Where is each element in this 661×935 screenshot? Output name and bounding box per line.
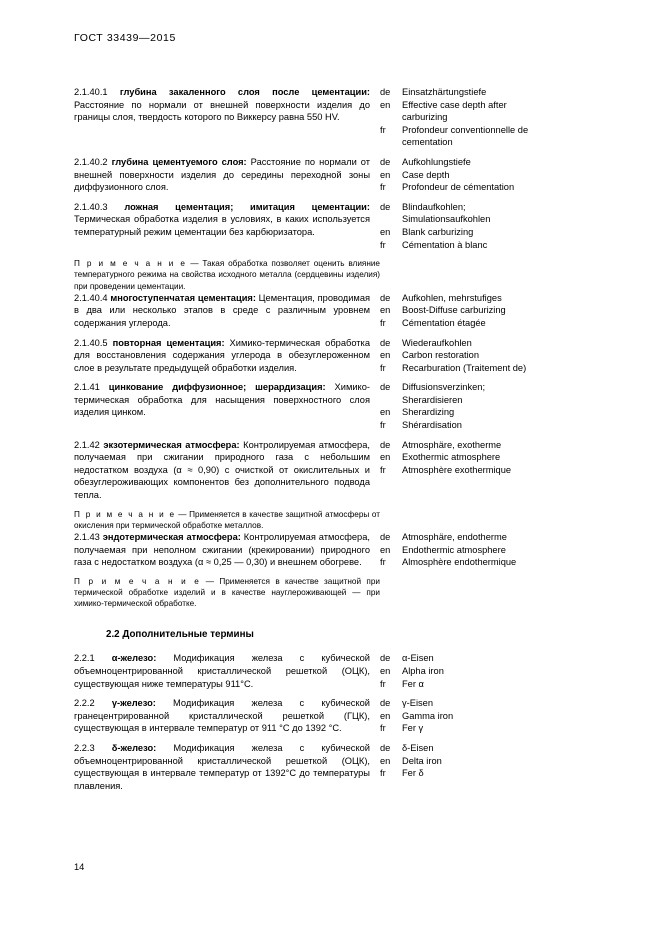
term-number: 2.1.40.2 (74, 156, 112, 167)
translation-line: Cémentation à blanc (402, 239, 488, 250)
term-text: Расстояние по нормали от внешней поверхности изделия до границы слоя, твердость которого по Виккерсу равна 550 HV. (74, 99, 370, 123)
term-text: Цементация, проводимая в два или несколько этапов в среде с различным уровнем содержания углерода. (74, 292, 371, 328)
term-text: Расстояние по нормали от внешней поверхности изделия до середины переходной зоны диффузионного слоя. (74, 156, 370, 193)
term-text: Модификация железа с кубической объемноцентрированной кристаллической решеткой (ОЦК), существующая в интервале температур от 1392°С до температуры плавления. (74, 743, 370, 791)
language-code: fr (380, 420, 386, 431)
translation-line: Effective case depth after (402, 99, 507, 110)
term-number: 2.2.1 (74, 653, 112, 664)
term-definition (74, 381, 380, 419)
term-number: 2.1.40.1 (74, 87, 120, 97)
translation-line: Blank carburizing (402, 226, 474, 237)
language-code: en (380, 305, 391, 316)
term-entry (74, 697, 594, 735)
language-code (380, 213, 402, 226)
translation-line: Almosphère endothermique (402, 557, 517, 568)
translations (402, 156, 594, 194)
term-definition (74, 156, 380, 194)
language-code: en (380, 544, 391, 555)
translation-line: Simulationsaufkohlen (402, 214, 491, 225)
translation-line: Recarburation (Traitement de) (402, 362, 527, 373)
translation-line: Atmosphère exothermique (402, 464, 512, 475)
translation-line: carburizing (402, 112, 448, 123)
term-name: эндотермическая атмосфера: (102, 532, 241, 543)
term-entry-row (74, 652, 594, 690)
term-name: ложная цементация; имитация цементации: (124, 201, 370, 212)
term-entry-row (74, 697, 594, 735)
language-codes (380, 292, 402, 330)
language-code: en (380, 710, 391, 721)
language-code: en (380, 452, 391, 463)
language-code: de (380, 87, 391, 97)
translation-line: Profondeur conventionnelle de (402, 124, 529, 135)
term-definition (74, 742, 380, 792)
term-number: 2.1.43 (74, 532, 103, 543)
page-header: ГОСТ 33439—2015 (74, 32, 176, 44)
term-note (74, 258, 380, 292)
translation-line: δ-Eisen (402, 743, 434, 753)
language-code: de (380, 382, 391, 393)
language-code: fr (380, 362, 386, 373)
term-text: Модификация железа с кубической объемноцентрированной кристаллической решеткой (ОЦК), существующая ниже температуры 911°С. (74, 653, 370, 689)
note-label: П р и м е ч а н и е (74, 509, 176, 519)
translation-line: Boost-Diffuse carburizing (402, 305, 506, 316)
note-text: — Применяется в качестве защитной атмосферы от окисления при термической обработке металлов. (74, 509, 380, 530)
translation-line: Shérardisation (402, 420, 462, 431)
translations (402, 697, 594, 735)
translation-line: Fer δ (402, 768, 424, 779)
term-text: Контролируемая атмосфера, получаемая при сжигании природного газа с небольшим недостатком воздуха (α ≈ 0,90) с очисткой от окислительных и обезуглероживающих компонентов без дополнительного подвода тепла. (74, 439, 370, 501)
language-code: de (380, 156, 391, 167)
translation-line: Fer γ (402, 723, 424, 734)
term-note (74, 576, 380, 610)
term-name: δ-железо: (111, 743, 157, 753)
language-code: fr (380, 768, 386, 779)
translations (402, 86, 594, 149)
language-code: fr (380, 557, 386, 568)
language-codes (380, 531, 402, 569)
language-code: en (380, 99, 391, 110)
term-number: 2.1.40.3 (74, 201, 125, 212)
translation-line: Exothermic atmosphere (402, 452, 501, 463)
term-name: многоступенчатая цементация: (110, 292, 256, 303)
term-definition (74, 201, 380, 239)
language-code: en (380, 666, 391, 677)
term-entry (74, 292, 594, 330)
translation-line: Blindaufkohlen; (402, 201, 466, 212)
language-code: en (380, 407, 391, 418)
translations (402, 652, 594, 690)
language-code: en (380, 169, 391, 180)
translation-line: α-Eisen (402, 653, 434, 664)
translation-line: Atmosphäre, endotherme (402, 532, 507, 543)
term-definition (74, 697, 380, 735)
term-definition (74, 439, 380, 502)
language-code: en (380, 350, 391, 361)
language-codes (380, 201, 402, 251)
term-number: 2.1.42 (74, 439, 104, 450)
term-entry-row (74, 86, 594, 149)
term-text: Химико-термическая обработка для насыщения поверхностного слоя изделия цинком. (74, 382, 370, 418)
language-code: fr (380, 239, 386, 250)
language-code: fr (380, 317, 386, 328)
term-name: α-железо: (111, 653, 157, 664)
translation-line: Case depth (402, 169, 450, 180)
language-code: fr (380, 678, 386, 689)
translation-line: Aufkohlen, mehrstufiges (402, 292, 502, 303)
term-definition (74, 337, 380, 375)
translation-line: Sherardizing (402, 407, 455, 418)
translation-line: Delta iron (402, 755, 442, 766)
note-label: П р и м е ч а н и е (74, 576, 201, 586)
term-entry (74, 531, 594, 609)
language-code: en (380, 226, 391, 237)
language-codes (380, 652, 402, 690)
term-entry (74, 337, 594, 375)
term-entry-row (74, 156, 594, 194)
terms-group-primary (74, 86, 594, 609)
term-definition (74, 292, 380, 330)
term-text: Модификация железа с кубической гранецентрированной кристаллической решеткой (ГЦК), существующая в интервале температур от 911 °С до 1392 °С. (74, 698, 370, 734)
translation-line: Aufkohlungstiefe (402, 156, 471, 167)
translation-line: Wiederaufkohlen (402, 337, 472, 348)
terms-group-additional (74, 652, 594, 792)
translation-line: Carbon restoration (402, 350, 479, 361)
translations (402, 742, 594, 780)
term-name: γ-железо: (111, 698, 156, 709)
page-number: 14 (74, 862, 85, 872)
term-entry-row (74, 292, 594, 330)
language-code: de (380, 292, 391, 303)
term-text: Химико-термическая обработка для восстановления содержания углерода в обезуглероженном слое в результате предыдущей обработки изделия. (74, 337, 370, 373)
language-code (380, 394, 402, 407)
translation-line: Endothermic atmosphere (402, 544, 506, 555)
language-code: en (380, 755, 391, 766)
language-code: de (380, 201, 391, 212)
term-entry-row (74, 439, 594, 502)
term-number: 2.1.41 (74, 382, 109, 393)
term-entry-row (74, 337, 594, 375)
language-code: de (380, 532, 391, 543)
translation-line: Alpha iron (402, 666, 444, 677)
language-code: fr (380, 182, 386, 193)
term-definition (74, 652, 380, 690)
term-note (74, 509, 380, 531)
term-text: Контролируемая атмосфера, получаемая при неполном сжигании (крекировании) природного газа с недостатком воздуха (α ≈ 0,25 — 0,30) и внешнем обогреве. (74, 532, 370, 568)
term-entry-row (74, 531, 594, 569)
term-name: экзотермическая атмосфера: (103, 439, 240, 450)
document-body (74, 86, 594, 799)
term-definition (74, 531, 380, 569)
term-number: 2.2.2 (74, 698, 112, 709)
term-entry (74, 652, 594, 690)
term-entry (74, 156, 594, 194)
language-codes (380, 381, 402, 431)
term-text: Термическая обработка изделия в условиях, в каких используется температурный режим цементации без карбюризатора. (74, 214, 370, 237)
language-code: de (380, 439, 391, 450)
translation-line: Cémentation étagée (402, 317, 486, 328)
translation-line: Atmosphäre, exotherme (402, 439, 502, 450)
language-codes (380, 86, 402, 149)
term-entry-row (74, 742, 594, 792)
language-code: fr (380, 464, 386, 475)
term-name: глубина закаленного слоя после цементации: (119, 87, 371, 97)
translation-line: γ-Eisen (402, 698, 434, 709)
language-code: fr (380, 723, 386, 734)
term-number: 2.1.40.5 (74, 337, 113, 348)
language-code: de (380, 337, 391, 348)
note-text: — Такая обработка позволяет оценить влияние температурного режима на свойства исходного металла (сердцевины изделия) при проведении цементации. (74, 259, 380, 291)
translation-line: Gamma iron (402, 710, 454, 721)
term-name: повторная цементация: (112, 337, 225, 348)
term-entry (74, 86, 594, 149)
language-codes (380, 156, 402, 194)
term-entry (74, 381, 594, 431)
language-codes (380, 697, 402, 735)
translations (402, 337, 594, 375)
translation-line: Sherardisieren (402, 394, 463, 405)
term-number: 2.1.40.4 (74, 292, 111, 303)
translations (402, 381, 594, 431)
term-entry (74, 439, 594, 531)
translation-line: Profondeur de cémentation (402, 182, 515, 193)
language-code (380, 111, 402, 124)
note-text: — Применяется в качестве защитной при термической обработке изделий и в качестве науглероживающей — при химико-термической обработке. (74, 576, 380, 609)
language-codes (380, 439, 402, 477)
term-definition (74, 86, 380, 124)
translations (402, 292, 594, 330)
term-number: 2.2.3 (74, 743, 112, 753)
translation-line: Fer α (402, 678, 424, 689)
term-name: глубина цементуемого слоя: (111, 156, 247, 167)
term-entry-row (74, 201, 594, 251)
language-code (380, 136, 402, 149)
translations (402, 439, 594, 477)
term-entry-row (74, 381, 594, 431)
translation-line: cementation (402, 137, 453, 148)
section-heading: 2.2 Дополнительные термины (106, 629, 254, 641)
language-code: de (380, 698, 391, 709)
translation-line: Diffusionsverzinken; (402, 382, 486, 393)
term-name: цинкование диффузионное; шерардизация: (108, 382, 326, 393)
language-code: de (380, 653, 391, 664)
translations (402, 201, 594, 251)
language-codes (380, 742, 402, 780)
language-code: fr (380, 124, 386, 135)
translations (402, 531, 594, 569)
note-label: П р и м е ч а н и е (74, 259, 187, 269)
language-code: de (380, 743, 391, 753)
language-codes (380, 337, 402, 375)
term-entry (74, 201, 594, 292)
translation-line: Einsatzhärtungstiefe (402, 87, 487, 97)
term-entry (74, 742, 594, 792)
